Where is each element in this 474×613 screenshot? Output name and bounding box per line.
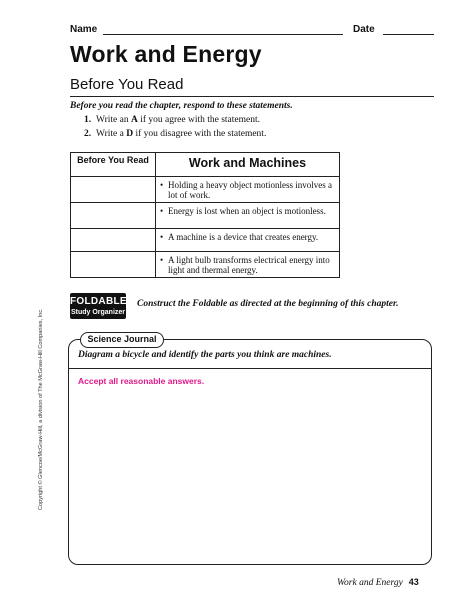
table-row (71, 252, 340, 278)
date-line[interactable] (383, 34, 434, 35)
statement-cell (156, 203, 340, 229)
statement-text: Holding a heavy object motionless involves a lot of work. (168, 180, 332, 200)
instruction-step (84, 115, 260, 125)
bullet-icon: • (160, 206, 164, 216)
section-subtitle: Before You Read (70, 76, 184, 93)
date-label: Date (353, 24, 375, 35)
statement-cell (156, 229, 340, 252)
subtitle-rule (70, 96, 434, 97)
response-cell[interactable] (71, 229, 156, 252)
footer-chapter: Work and Energy (337, 578, 403, 588)
table-row (71, 229, 340, 252)
response-cell[interactable] (71, 252, 156, 278)
journal-prompt: Diagram a bicycle and identify the parts you think are machines. (78, 350, 332, 360)
instructions-intro: Before you read the chapter, respond to these statements. (70, 101, 293, 111)
name-label: Name (70, 24, 98, 35)
step-number: 2. (84, 129, 92, 139)
foldables-logo-subtitle: Study Organizer (70, 309, 126, 316)
journal-prompt-rule (69, 368, 431, 369)
bullet-icon: • (160, 255, 164, 265)
bullet-icon: • (160, 180, 164, 190)
statement-text: A light bulb transforms electrical energy into light and thermal energy. (168, 255, 330, 275)
statement-cell (156, 177, 340, 203)
foldables-instruction: Construct the Foldable as directed at the beginning of this chapter. (137, 299, 399, 309)
step-number: 1. (84, 115, 92, 125)
column-header-before-you-read: Before You Read (71, 153, 156, 177)
statement-cell (156, 252, 340, 278)
instruction-step (84, 129, 266, 139)
science-journal-tab (80, 332, 164, 348)
step-key: D (126, 129, 134, 139)
name-line[interactable] (103, 34, 343, 35)
step-text-post: if you agree with the statement. (137, 115, 260, 125)
step-text-pre: Write a (96, 129, 127, 139)
science-journal-label: Science Journal (87, 334, 157, 344)
page-number: 43 (408, 577, 419, 587)
statement-text: A machine is a device that creates energy. (168, 232, 319, 242)
copyright-notice: Copyright © Glencoe/McGraw-Hill, a division of The McGraw-Hill Companies, Inc. (38, 308, 44, 510)
table-row (71, 203, 340, 229)
response-cell[interactable] (71, 203, 156, 229)
column-header-work-and-machines: Work and Machines (156, 153, 340, 177)
table-row (71, 177, 340, 203)
page-footer (337, 577, 419, 588)
bullet-icon: • (160, 232, 164, 242)
science-journal-box[interactable] (68, 339, 432, 565)
foldables-logo (70, 293, 134, 319)
statement-text: Energy is lost when an object is motionless. (168, 206, 326, 216)
foldables-logo-title: FOLDABLES (70, 296, 134, 307)
response-cell[interactable] (71, 177, 156, 203)
table-header-row (71, 153, 340, 177)
before-you-read-table (70, 152, 340, 278)
step-text-pre: Write an (96, 115, 131, 125)
step-key: A (130, 115, 138, 125)
answer-text: Accept all reasonable answers. (78, 376, 205, 386)
page-title: Work and Energy (70, 41, 262, 67)
step-text-post: if you disagree with the statement. (133, 129, 267, 139)
